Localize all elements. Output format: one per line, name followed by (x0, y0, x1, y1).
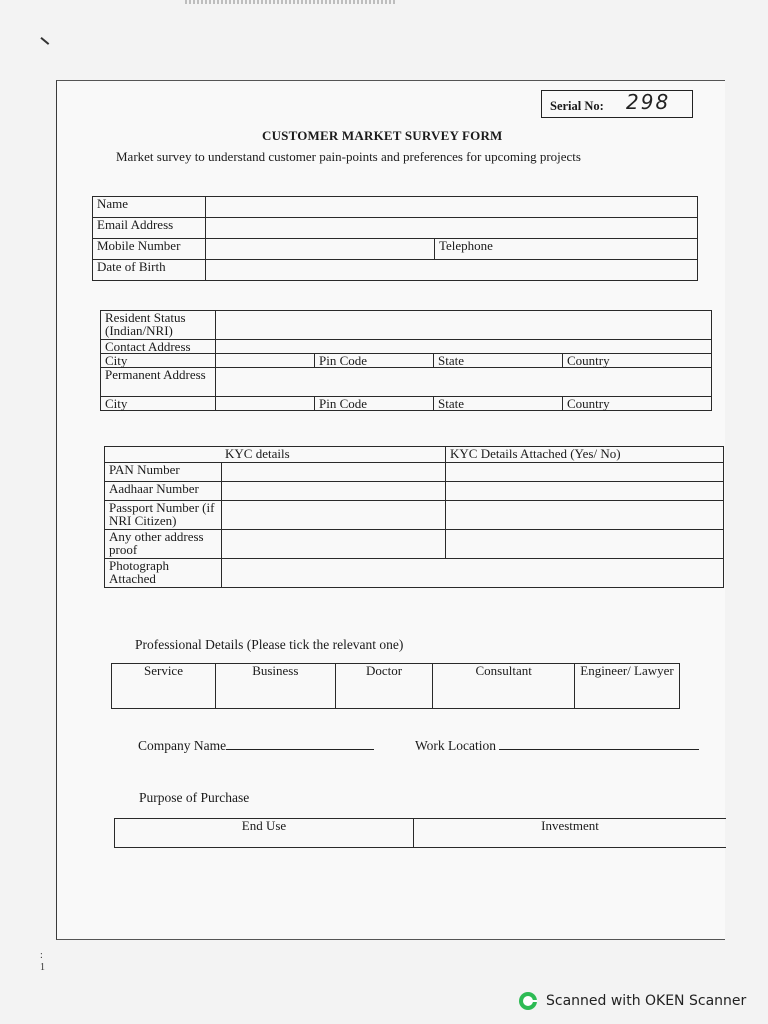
kyc-row-attached[interactable] (446, 463, 724, 482)
scan-artifact (185, 0, 395, 4)
permanent-city-label: City (101, 397, 216, 411)
city-field[interactable] (216, 354, 315, 368)
work-location-row (415, 737, 699, 754)
profession-option[interactable]: Doctor (335, 664, 433, 709)
kyc-row-field[interactable] (221, 530, 446, 559)
kyc-row-attached[interactable] (446, 530, 724, 559)
kyc-table (104, 446, 724, 588)
kyc-row-field[interactable] (221, 463, 446, 482)
kyc-row-label: Any other address proof (105, 530, 222, 559)
permanent-address-label: Permanent Address (101, 368, 216, 397)
kyc-row-label: PAN Number (105, 463, 222, 482)
telephone-label: Telephone (439, 238, 493, 253)
dob-label: Date of Birth (93, 260, 206, 281)
email-label: Email Address (93, 218, 206, 239)
professional-heading: Professional Details (Please tick the relevant one) (135, 637, 404, 652)
contact-address-label: Contact Address (101, 340, 216, 354)
company-name-label: Company Name (138, 738, 227, 753)
mobile-label: Mobile Number (93, 239, 206, 260)
address-table (100, 310, 712, 411)
kyc-row-field[interactable] (221, 559, 724, 588)
name-field[interactable] (206, 197, 698, 218)
resident-status-field[interactable] (216, 311, 712, 340)
permanent-city-field[interactable] (216, 397, 315, 411)
form-subtitle: Market survey to understand customer pain-points and preferences for upcoming projects (116, 149, 581, 164)
kyc-row-attached[interactable] (446, 482, 724, 501)
kyc-header-left: KYC details (221, 447, 446, 463)
scanner-watermark (518, 991, 746, 1011)
purpose-option[interactable]: End Use (115, 819, 414, 848)
form-title: CUSTOMER MARKET SURVEY FORM (262, 128, 503, 143)
purpose-options-table (114, 818, 726, 848)
oken-scanner-logo-icon (518, 991, 538, 1011)
scanner-text: Scanned with OKEN Scanner (546, 993, 747, 1009)
serial-label: Serial No: (550, 99, 604, 113)
serial-box (541, 90, 693, 118)
professional-options-table (111, 663, 680, 709)
company-name-field[interactable] (226, 737, 374, 750)
mobile-field[interactable] (206, 239, 435, 260)
kyc-row-label: Aadhaar Number (105, 482, 222, 501)
profession-option[interactable]: Business (215, 664, 335, 709)
work-location-label: Work Location (415, 738, 497, 753)
resident-status-label: Resident Status (Indian/NRI) (101, 311, 216, 340)
permanent-country-label: Country (563, 397, 712, 411)
pin-code-label: Pin Code (315, 354, 434, 368)
kyc-row-field[interactable] (221, 501, 446, 530)
telephone-field[interactable] (435, 239, 698, 260)
scan-mark (41, 37, 50, 45)
profession-option[interactable]: Service (112, 664, 216, 709)
kyc-row-label: Passport Number (if NRI Citizen) (105, 501, 222, 530)
dob-field[interactable] (206, 260, 698, 281)
kyc-header-right: KYC Details Attached (Yes/ No) (446, 447, 724, 463)
serial-value: 298 (626, 90, 671, 114)
profession-option[interactable]: Consultant (433, 664, 575, 709)
kyc-row-attached[interactable] (446, 501, 724, 530)
name-label: Name (93, 197, 206, 218)
permanent-pin-code-label: Pin Code (315, 397, 434, 411)
city-label: City (101, 354, 216, 368)
scan-margin-marks: : 1 (40, 950, 45, 973)
country-label: Country (563, 354, 712, 368)
permanent-address-field[interactable] (216, 368, 712, 397)
state-label: State (434, 354, 563, 368)
work-location-field[interactable] (499, 737, 699, 750)
profession-option[interactable]: Engineer/ Lawyer (575, 664, 680, 709)
personal-details-table (92, 196, 698, 281)
email-field[interactable] (206, 218, 698, 239)
contact-address-field[interactable] (216, 340, 712, 354)
permanent-state-label: State (434, 397, 563, 411)
company-name-row (138, 737, 374, 754)
kyc-row-field[interactable] (221, 482, 446, 501)
purpose-heading: Purpose of Purchase (139, 790, 250, 805)
purpose-option[interactable]: Investment (414, 819, 727, 848)
kyc-row-label: Photograph Attached (105, 559, 222, 588)
